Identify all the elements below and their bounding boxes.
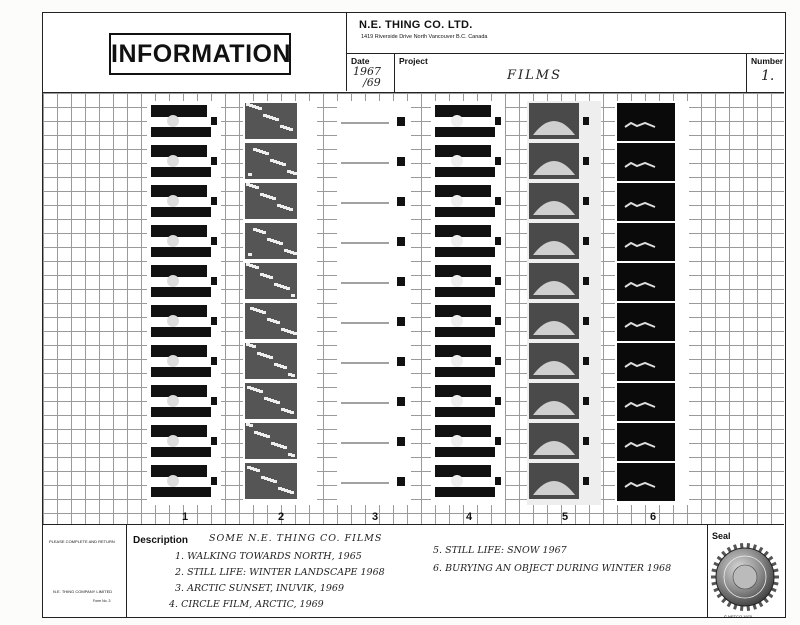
- film-strip-5: [527, 101, 601, 505]
- date-line-2: /69: [363, 76, 381, 89]
- description-heading: SOME N.E. THING CO. FILMS: [209, 533, 383, 544]
- company-address: 1419 Riverside Drive North Vancouver B.C. Canada: [361, 34, 488, 40]
- film-strip-6: [615, 101, 689, 505]
- date-value: [353, 66, 381, 88]
- seal-label: Seal: [712, 531, 731, 541]
- company-small-text: N.E. THING COMPANY LIMITED: [53, 589, 113, 594]
- date-label: Date: [351, 56, 370, 66]
- date-cell: [347, 54, 395, 92]
- description-item-4: 4. CIRCLE FILM, ARCTIC, 1969: [169, 599, 324, 610]
- seal-cell: [707, 525, 784, 617]
- film-strip-1: [147, 101, 221, 505]
- information-title-box: [109, 33, 291, 75]
- description-item-6: 6. BURYING AN OBJECT DURING WINTER 1968: [433, 563, 672, 574]
- number-label: Number: [751, 56, 784, 66]
- description-item-2: 2. STILL LIFE: WINTER LANDSCAPE 1968: [175, 567, 385, 578]
- description-item-1: 1. WALKING TOWARDS NORTH, 1965: [175, 551, 362, 562]
- strip-label-3: 3: [371, 511, 379, 523]
- description-section: [43, 525, 784, 617]
- company-name: N.E. THING CO. LTD.: [359, 19, 473, 31]
- number-value: 1.: [761, 68, 775, 84]
- copyright-note: © NETCO 1970: [724, 614, 753, 619]
- return-note-cell: [43, 525, 127, 617]
- strip-label-6: 6: [649, 511, 657, 523]
- title-cell: [43, 13, 347, 91]
- film-strip-4: [431, 101, 505, 505]
- form-frame: [42, 12, 786, 618]
- number-cell: [747, 54, 784, 92]
- strip-label-5: 5: [561, 511, 569, 523]
- description-item-3: 3. ARCTIC SUNSET, INUVIK, 1969: [175, 583, 344, 594]
- strip-label-4: 4: [465, 511, 473, 523]
- film-strip-2: [243, 101, 317, 505]
- form-code: Form No. 3: [93, 599, 111, 603]
- please-return-text: PLEASE COMPLETE AND RETURN: [49, 539, 115, 544]
- description-label: Description: [133, 535, 189, 546]
- strip-label-1: 1: [181, 511, 189, 523]
- graph-grid: [43, 93, 784, 525]
- strip-label-2: 2: [277, 511, 285, 523]
- form-title: INFORMATION: [111, 40, 292, 68]
- company-seal-icon: [708, 525, 785, 617]
- description-item-5: 5. STILL LIFE: SNOW 1967: [433, 545, 567, 556]
- header-fields-row: [347, 53, 784, 91]
- form-header: [43, 13, 784, 93]
- project-label: Project: [399, 56, 428, 66]
- project-cell: [395, 54, 747, 92]
- date-line-1: 1967: [353, 65, 381, 78]
- project-value: FILMS: [507, 68, 563, 83]
- film-strip-3: [337, 101, 411, 505]
